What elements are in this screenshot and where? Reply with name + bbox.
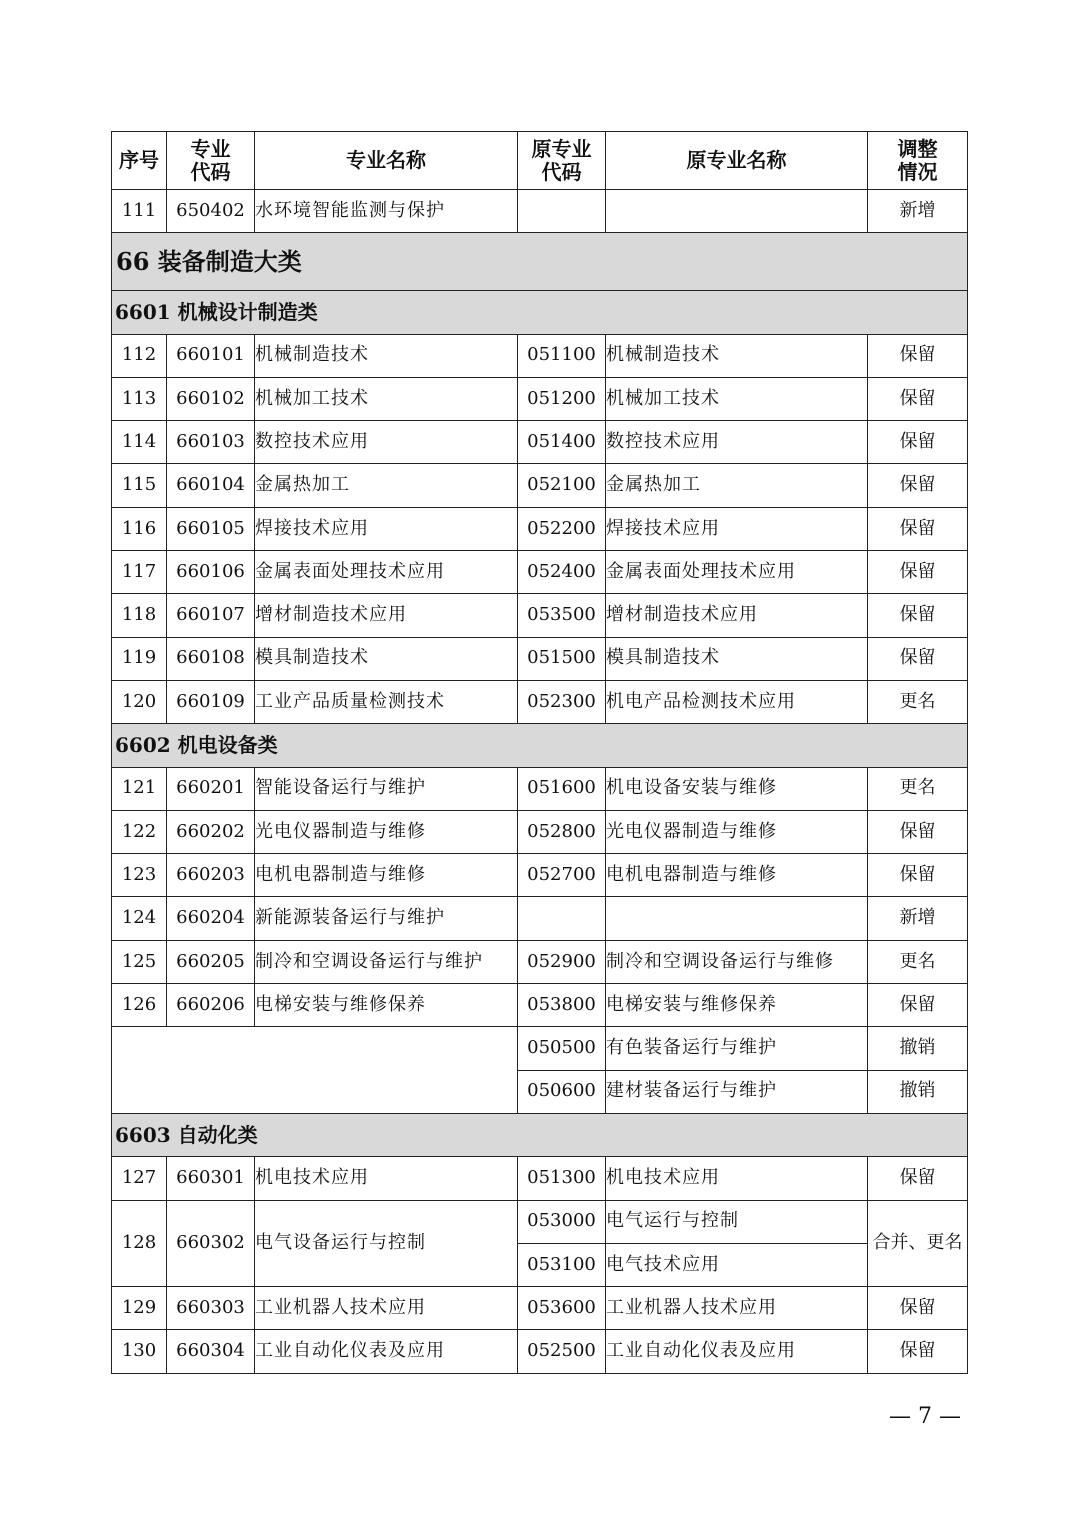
seq-cell: 120: [112, 680, 167, 723]
status-cell: 撤销: [868, 1070, 968, 1113]
orig-code-cell: 051400: [518, 421, 606, 464]
status-cell: 保留: [868, 1330, 968, 1373]
orig-name-cell: 有色装备运行与维护: [606, 1027, 868, 1070]
header-name: 专业名称: [255, 132, 518, 190]
code-cell: 660106: [167, 551, 255, 594]
orig-code-cell: 053000: [518, 1200, 606, 1243]
seq-cell: 130: [112, 1330, 167, 1373]
name-cell: 电机电器制造与维修: [255, 854, 518, 897]
code-cell: 660204: [167, 897, 255, 940]
name-cell: 工业产品质量检测技术: [255, 680, 518, 723]
table-row: [112, 594, 968, 637]
name-cell: 智能设备运行与维护: [255, 767, 518, 810]
status-cell: 保留: [868, 810, 968, 853]
orig-name-cell: 工业自动化仪表及应用: [606, 1330, 868, 1373]
table-row: [112, 767, 968, 810]
code-cell: 660301: [167, 1157, 255, 1200]
subcategory-title: 6603 自动化类: [112, 1113, 968, 1156]
code-cell: 660304: [167, 1330, 255, 1373]
status-cell: 更名: [868, 680, 968, 723]
orig-code-cell: 051100: [518, 334, 606, 377]
seq-cell: 127: [112, 1157, 167, 1200]
table-row: [112, 1027, 968, 1070]
code-cell: 660101: [167, 334, 255, 377]
orig-name-cell: 制冷和空调设备运行与维修: [606, 940, 868, 983]
orig-code-cell: 052700: [518, 854, 606, 897]
name-cell: 光电仪器制造与维修: [255, 810, 518, 853]
code-cell: 660203: [167, 854, 255, 897]
status-cell: 保留: [868, 984, 968, 1027]
name-cell: 工业机器人技术应用: [255, 1287, 518, 1330]
orig-code-cell: 050600: [518, 1070, 606, 1113]
name-cell: 数控技术应用: [255, 421, 518, 464]
status-cell: 保留: [868, 1287, 968, 1330]
table-row: [112, 507, 968, 550]
status-cell: 保留: [868, 334, 968, 377]
name-cell: 焊接技术应用: [255, 507, 518, 550]
code-cell: 660107: [167, 594, 255, 637]
code-cell: 660205: [167, 940, 255, 983]
code-cell: 660102: [167, 377, 255, 420]
code-cell: 660108: [167, 637, 255, 680]
orig-code-cell: 053600: [518, 1287, 606, 1330]
table-row: [112, 854, 968, 897]
name-cell: 新能源装备运行与维护: [255, 897, 518, 940]
orig-code-cell: 051600: [518, 767, 606, 810]
header-status: 调整情况: [868, 132, 968, 190]
orig-name-cell: 建材装备运行与维护: [606, 1070, 868, 1113]
orig-code-cell: 053800: [518, 984, 606, 1027]
orig-name-cell: 机电产品检测技术应用: [606, 680, 868, 723]
subcategory-row: [112, 291, 968, 334]
seq-cell: 118: [112, 594, 167, 637]
table-row: [112, 940, 968, 983]
code-cell: 660202: [167, 810, 255, 853]
orig-name-cell: 机电技术应用: [606, 1157, 868, 1200]
orig-name-cell: 机电设备安装与维修: [606, 767, 868, 810]
seq-cell: 124: [112, 897, 167, 940]
orig-code-cell: 052100: [518, 464, 606, 507]
orig-name-cell: 数控技术应用: [606, 421, 868, 464]
seq-cell: 112: [112, 334, 167, 377]
table-row: [112, 377, 968, 420]
orig-code-cell: 053500: [518, 594, 606, 637]
orig-name-cell: 金属表面处理技术应用: [606, 551, 868, 594]
status-cell: 保留: [868, 377, 968, 420]
status-cell: 新增: [868, 897, 968, 940]
orig-code-cell: [518, 897, 606, 940]
orig-code-cell: 053100: [518, 1243, 606, 1286]
status-cell: 保留: [868, 1157, 968, 1200]
orig-name-cell: 电机电器制造与维修: [606, 854, 868, 897]
status-cell: 新增: [868, 190, 968, 233]
subcategory-title: 6601 机械设计制造类: [112, 291, 968, 334]
table-row: [112, 421, 968, 464]
name-cell: 增材制造技术应用: [255, 594, 518, 637]
header-orig-name: 原专业名称: [606, 132, 868, 190]
status-cell: 更名: [868, 940, 968, 983]
empty-merged-cell: [112, 1027, 518, 1114]
major-category-row: [112, 233, 968, 291]
orig-name-cell: 模具制造技术: [606, 637, 868, 680]
status-cell: 保留: [868, 637, 968, 680]
code-cell: 660105: [167, 507, 255, 550]
orig-name-cell: 机械制造技术: [606, 334, 868, 377]
seq-cell: 128: [112, 1200, 167, 1287]
seq-cell: 121: [112, 767, 167, 810]
name-cell: 金属热加工: [255, 464, 518, 507]
status-cell: 保留: [868, 594, 968, 637]
name-cell: 机械制造技术: [255, 334, 518, 377]
name-cell: 水环境智能监测与保护: [255, 190, 518, 233]
table-row: [112, 637, 968, 680]
seq-cell: 129: [112, 1287, 167, 1330]
seq-cell: 123: [112, 854, 167, 897]
subcategory-title: 6602 机电设备类: [112, 724, 968, 767]
seq-cell: 126: [112, 984, 167, 1027]
code-cell: 660103: [167, 421, 255, 464]
status-cell: 保留: [868, 854, 968, 897]
code-cell: 660104: [167, 464, 255, 507]
name-cell: 机械加工技术: [255, 377, 518, 420]
orig-code-cell: 052400: [518, 551, 606, 594]
table-row: [112, 1157, 968, 1200]
seq-cell: 116: [112, 507, 167, 550]
orig-name-cell: 电气技术应用: [606, 1243, 868, 1286]
seq-cell: 115: [112, 464, 167, 507]
code-cell: 660302: [167, 1200, 255, 1287]
orig-name-cell: 增材制造技术应用: [606, 594, 868, 637]
name-cell: 电气设备运行与控制: [255, 1200, 518, 1287]
orig-code-cell: 050500: [518, 1027, 606, 1070]
table-row: [112, 334, 968, 377]
header-code: 专业代码: [167, 132, 255, 190]
orig-code-cell: [518, 190, 606, 233]
name-cell: 机电技术应用: [255, 1157, 518, 1200]
orig-name-cell: [606, 190, 868, 233]
header-row: [112, 132, 968, 190]
table-row: [112, 897, 968, 940]
subcategory-row: [112, 724, 968, 767]
orig-name-cell: [606, 897, 868, 940]
code-cell: 660206: [167, 984, 255, 1027]
name-cell: 制冷和空调设备运行与维护: [255, 940, 518, 983]
table-row: [112, 1287, 968, 1330]
orig-code-cell: 051500: [518, 637, 606, 680]
name-cell: 工业自动化仪表及应用: [255, 1330, 518, 1373]
orig-code-cell: 051200: [518, 377, 606, 420]
table-row: [112, 190, 968, 233]
code-cell: 660303: [167, 1287, 255, 1330]
table-row: [112, 810, 968, 853]
seq-cell: 117: [112, 551, 167, 594]
table-row: [112, 984, 968, 1027]
orig-code-cell: 052900: [518, 940, 606, 983]
status-cell: 保留: [868, 551, 968, 594]
seq-cell: 111: [112, 190, 167, 233]
orig-name-cell: 工业机器人技术应用: [606, 1287, 868, 1330]
seq-cell: 113: [112, 377, 167, 420]
orig-code-cell: 051300: [518, 1157, 606, 1200]
page-number: — 7 —: [889, 1404, 961, 1429]
orig-name-cell: 金属热加工: [606, 464, 868, 507]
name-cell: 金属表面处理技术应用: [255, 551, 518, 594]
table-row: [112, 464, 968, 507]
status-cell: 保留: [868, 464, 968, 507]
header-orig-code: 原专业代码: [518, 132, 606, 190]
orig-name-cell: 焊接技术应用: [606, 507, 868, 550]
major-category-title: 66 装备制造大类: [112, 233, 968, 291]
code-cell: 660109: [167, 680, 255, 723]
seq-cell: 122: [112, 810, 167, 853]
orig-name-cell: 机械加工技术: [606, 377, 868, 420]
table-row: [112, 1330, 968, 1373]
orig-code-cell: 052500: [518, 1330, 606, 1373]
orig-code-cell: 052200: [518, 507, 606, 550]
seq-cell: 119: [112, 637, 167, 680]
seq-cell: 114: [112, 421, 167, 464]
orig-name-cell: 电梯安装与维修保养: [606, 984, 868, 1027]
table-row: [112, 551, 968, 594]
orig-name-cell: 光电仪器制造与维修: [606, 810, 868, 853]
name-cell: 模具制造技术: [255, 637, 518, 680]
name-cell: 电梯安装与维修保养: [255, 984, 518, 1027]
table-row: [112, 1200, 968, 1243]
subcategory-row: [112, 1113, 968, 1156]
orig-name-cell: 电气运行与控制: [606, 1200, 868, 1243]
code-cell: 660201: [167, 767, 255, 810]
status-cell: 保留: [868, 507, 968, 550]
status-cell: 保留: [868, 421, 968, 464]
seq-cell: 125: [112, 940, 167, 983]
orig-code-cell: 052800: [518, 810, 606, 853]
catalog-table: [111, 131, 968, 1374]
header-seq: 序号: [112, 132, 167, 190]
table-row: [112, 680, 968, 723]
status-cell: 更名: [868, 767, 968, 810]
status-cell: 撤销: [868, 1027, 968, 1070]
status-cell: 合并、更名: [868, 1200, 968, 1287]
code-cell: 650402: [167, 190, 255, 233]
orig-code-cell: 052300: [518, 680, 606, 723]
